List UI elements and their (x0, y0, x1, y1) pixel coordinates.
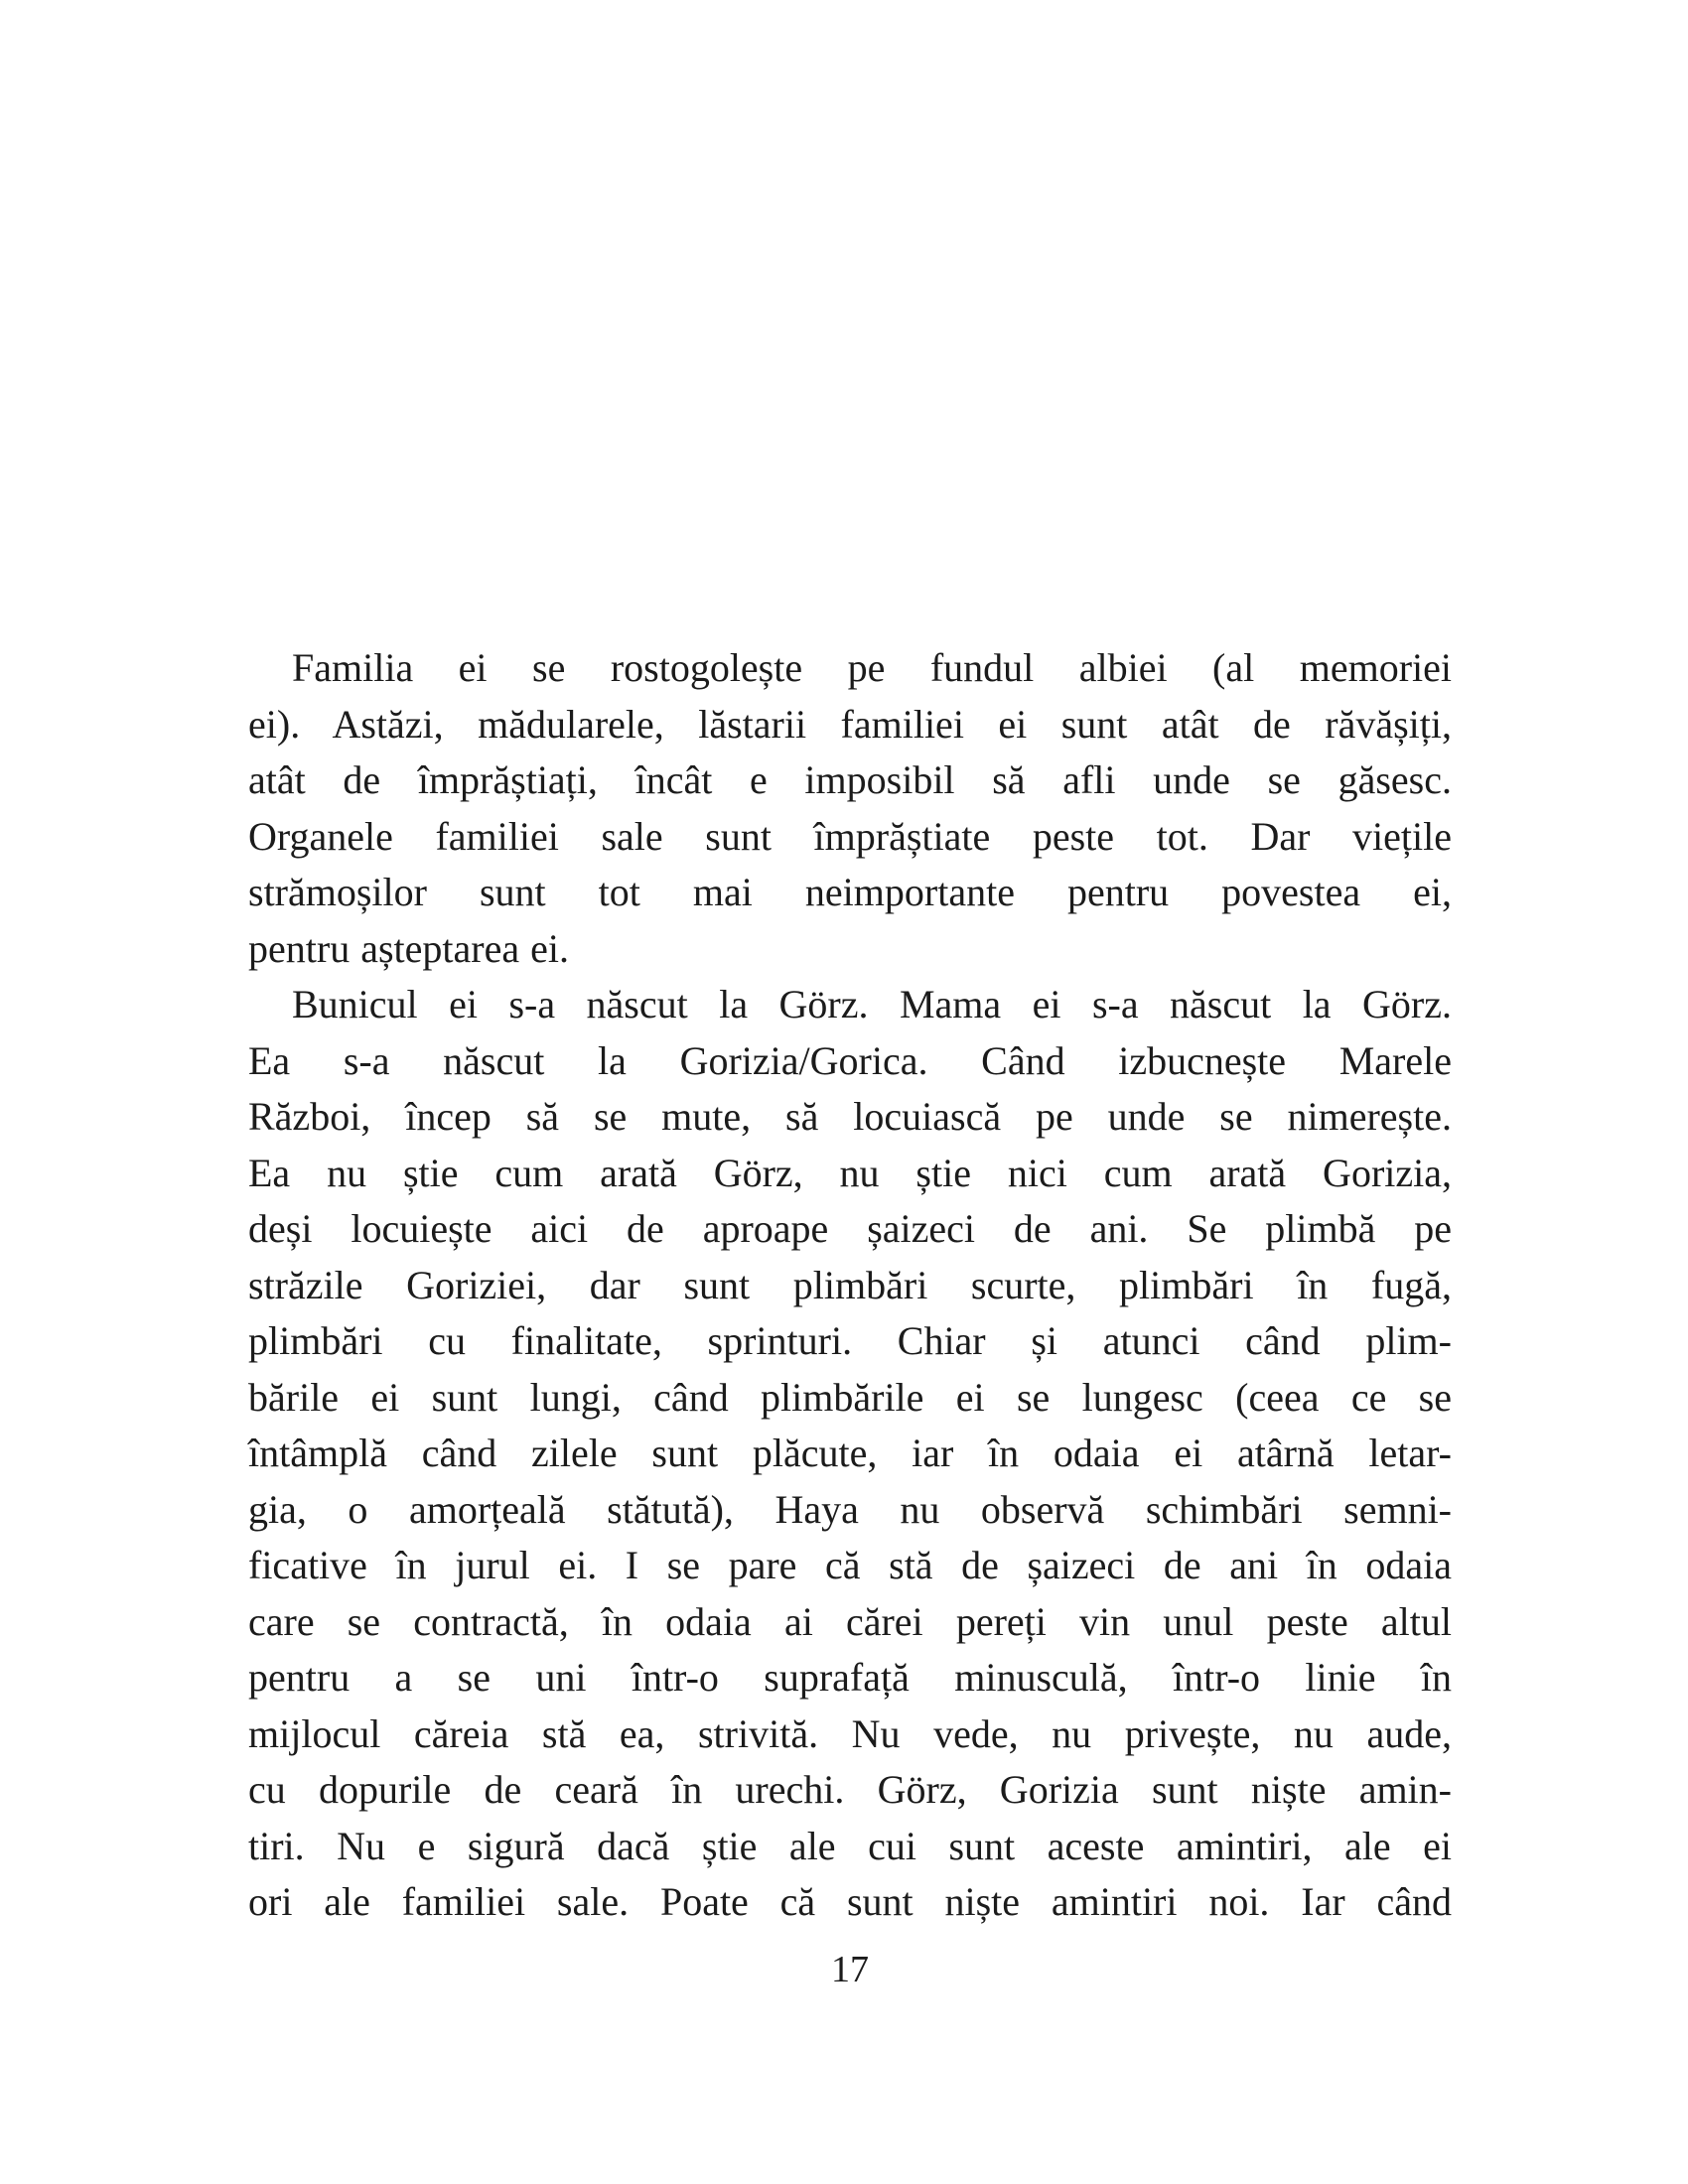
text-line: pentru a se uni într-o suprafață minusculă, într-o linie în (248, 1655, 1452, 1700)
text-line: străzile Goriziei, dar sunt plimbări scurte, plimbări în fugă, (248, 1262, 1452, 1307)
text-line: Bunicul ei s-a născut la Görz. Mama ei s-a născut la Görz. (292, 982, 1452, 1026)
paragraph (248, 977, 1452, 1931)
text-line: ori ale familiei sale. Poate că sunt niște amintiri noi. Iar când (248, 1879, 1452, 1924)
text-line: gia, o amorțeală stătută), Haya nu observă schimbări semni- (248, 1486, 1452, 1532)
text-line: pentru așteptarea ei. (248, 925, 569, 971)
text-line: cu dopurile de ceară în urechi. Görz, Gorizia sunt niște amin- (248, 1767, 1452, 1812)
text-line: Organele familiei sale sunt împrăștiate peste tot. Dar viețile (248, 813, 1452, 859)
text-line: bările ei sunt lungi, când plimbările ei se lungesc (ceea ce se (248, 1374, 1452, 1420)
text-line: atât de împrăștiați, încât e imposibil să afli unde se găsesc. (248, 757, 1452, 802)
text-line: Război, încep să se mute, să locuiască pe unde se nimerește. (248, 1094, 1452, 1139)
text-line: mijlocul căreia stă ea, strivită. Nu vede, nu privește, nu aude, (248, 1710, 1452, 1756)
text-line: Familia ei se rostogolește pe fundul albiei (al memoriei (292, 645, 1452, 690)
text-line: plimbări cu finalitate, sprinturi. Chiar și atunci când plim- (248, 1318, 1452, 1363)
body-text (248, 640, 1452, 1931)
text-line: ei). Astăzi, mădularele, lăstarii familiei ei sunt atât de răvășiți, (248, 701, 1452, 747)
text-line: strămoșilor sunt tot mai neimportante pentru povestea ei, (248, 870, 1452, 914)
text-line: tiri. Nu e sigură dacă știe ale cui sunt aceste amintiri, ale ei (248, 1823, 1452, 1868)
text-line: deși locuiește aici de aproape șaizeci de ani. Se plimbă pe (248, 1206, 1452, 1251)
text-line: Ea s-a născut la Gorizia/Gorica. Când izbucnește Marele (248, 1037, 1452, 1083)
paragraph (248, 640, 1452, 977)
text-line: care se contractă, în odaia ai cărei pereți vin unul peste altul (248, 1598, 1452, 1644)
page-number: 17 (831, 1949, 869, 1990)
text-line: ficative în jurul ei. I se pare că stă de șaizeci de ani în odaia (248, 1543, 1452, 1587)
text-line: întâmplă când zilele sunt plăcute, iar în odaia ei atârnă letar- (248, 1431, 1452, 1475)
text-line: Ea nu știe cum arată Görz, nu știe nici cum arată Gorizia, (248, 1150, 1452, 1195)
